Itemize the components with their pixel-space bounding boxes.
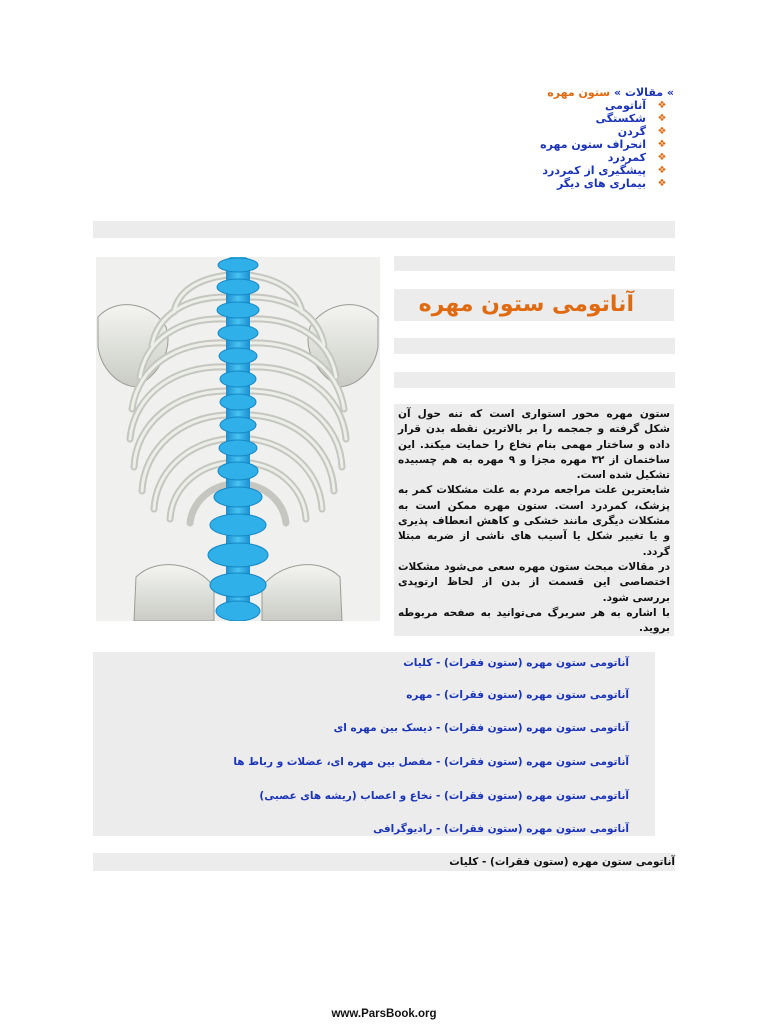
bullet-icon: ❖ [657, 113, 667, 124]
bullet-icon: ❖ [657, 152, 667, 163]
nav-item-fracture[interactable]: ❖ شکستگی [595, 112, 667, 125]
spine-illustration [96, 257, 380, 621]
breadcrumb-separator: » [666, 86, 674, 99]
section-heading: آناتومی ستون مهره (ستون فقرات) - کلیات [93, 853, 675, 871]
nav-item-neck[interactable]: ❖ گردن [617, 125, 667, 138]
breadcrumb-current: ستون مهره [547, 86, 611, 99]
nav-item-scoliosis[interactable]: ❖ انحراف ستون مهره [540, 138, 667, 151]
link-disc[interactable]: آناتومی ستون مهره (ستون فقرات) - دیسک بین مهره ای [333, 722, 629, 734]
section-nav [368, 99, 668, 190]
article-paragraph: در مقالات مبحث ستون مهره سعی می‌شود مشکلات اختصاصی این قسمت از بدن از لحاظ ارتوپدی بررسی شود. [398, 560, 670, 604]
page-title: آناتومی ستون مهره [394, 289, 674, 321]
rib-cage-spine-image [96, 257, 380, 621]
article-paragraph: با اشاره به هر سربرگ می‌توانید به صفحه مربوطه بروید. [398, 606, 670, 635]
link-overview[interactable]: آناتومی ستون مهره (ستون فقرات) - کلیات [403, 657, 629, 669]
bullet-icon: ❖ [657, 178, 667, 189]
link-radiography[interactable]: آناتومی ستون مهره (ستون فقرات) - رادیوگرافی [373, 823, 629, 835]
article-paragraph: شایعترین علت مراجعه مردم به علت مشکلات کمر به پزشک، کمردرد است. ستون مهره ممکن است به مشکلات دیگری مانند خشکی و کاهش انعطاف پذیری و یا تغییر شکل یا آسیب های ناشی از ضربه مبتلا گردد. [398, 484, 670, 558]
footer-url: www.ParsBook.org [331, 1008, 437, 1020]
link-spinal-cord[interactable]: آناتومی ستون مهره (ستون فقرات) - نخاع و اعصاب (ریشه های عصبی) [259, 790, 629, 802]
link-facet-joint[interactable]: آناتومی ستون مهره (ستون فقرات) - مفصل بین مهره ای، عضلات و رباط ها [233, 756, 629, 768]
divider-bar [394, 338, 675, 354]
nav-item-anatomy[interactable]: ❖ آناتومی [605, 99, 667, 112]
article-paragraph: ستون مهره محور استواری است که تنه حول آن شکل گرفته و جمجمه را بر بالاترین نقطه بدن قرار داده و ساختار مهمی بنام نخاع را حمایت میکند. این ساختمان از ۳۲ مهره مجزا و ۹ مهره به هم چسبیده تشکیل شده است. [398, 408, 670, 482]
divider-bar [93, 221, 675, 238]
bullet-icon: ❖ [657, 165, 667, 176]
breadcrumb-articles-link[interactable]: مقالات [624, 86, 664, 99]
bullet-icon: ❖ [657, 126, 667, 137]
nav-item-other-diseases[interactable]: ❖ بیماری های دیگر [556, 177, 667, 190]
nav-item-back-pain[interactable]: ❖ کمردرد [607, 151, 667, 164]
divider-bar [394, 256, 675, 271]
article-body [394, 404, 674, 636]
bullet-icon: ❖ [657, 100, 667, 111]
divider-bar [394, 372, 675, 388]
bullet-icon: ❖ [657, 139, 667, 150]
breadcrumb [374, 86, 674, 99]
breadcrumb-separator: » [613, 86, 622, 99]
nav-item-prevention[interactable]: ❖ پیشگیری از کمردرد [542, 164, 667, 177]
link-vertebra[interactable]: آناتومی ستون مهره (ستون فقرات) - مهره [406, 689, 629, 701]
anatomy-links-panel [93, 652, 655, 836]
